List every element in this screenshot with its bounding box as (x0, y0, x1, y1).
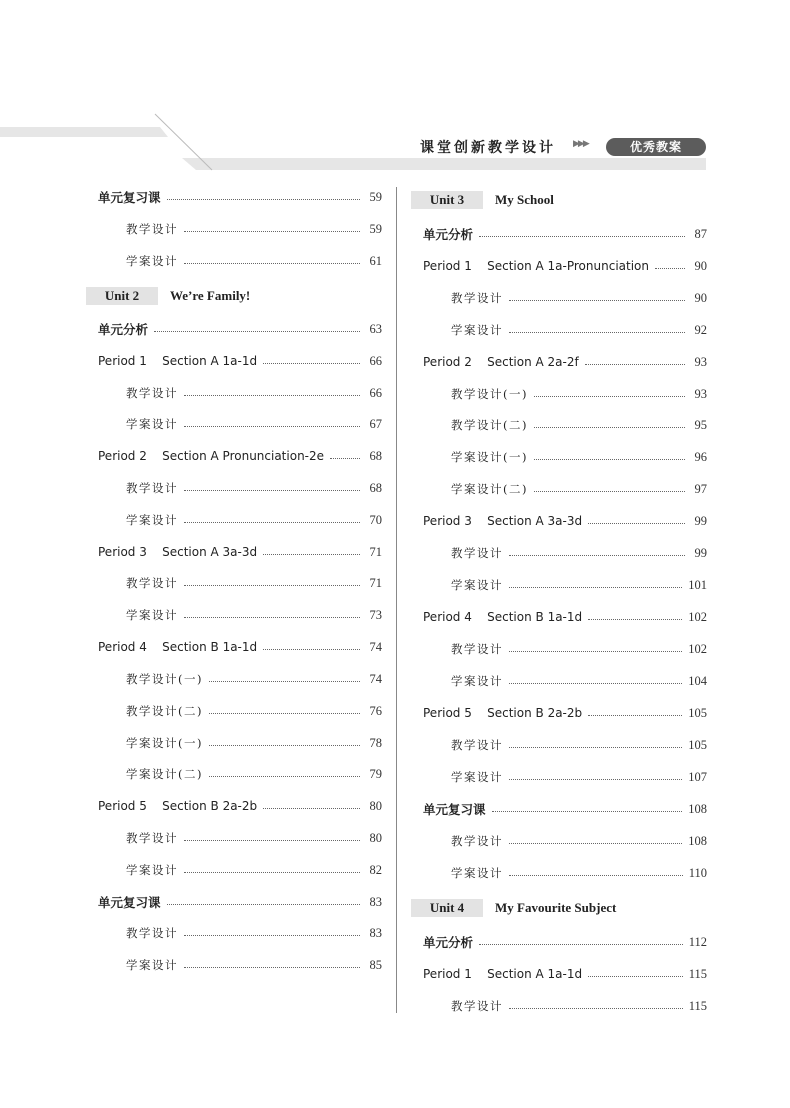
page-number: 80 (369, 830, 382, 845)
page-number: 79 (369, 766, 382, 781)
entry-title: 学案设计 (451, 770, 503, 784)
page-number: 102 (688, 609, 707, 624)
leader-dots (263, 808, 360, 809)
header-title: 课堂创新教学设计 (420, 140, 556, 156)
page-number: 70 (369, 512, 382, 527)
entry-title: Period 1 Section A 1a-1d (423, 967, 583, 981)
header-arrows-icon: ▶▶▶ (573, 139, 588, 149)
page-number: 95 (694, 417, 707, 432)
toc-entry-study-plan[interactable] (98, 251, 382, 271)
page-number: 107 (688, 769, 707, 784)
entry-title: Period 5 Section B 2a-2b (423, 706, 583, 720)
leader-dots (492, 811, 683, 812)
toc-entry-study-plan[interactable] (423, 479, 707, 499)
toc-entry-teaching-design[interactable] (423, 288, 707, 308)
page-number: 96 (694, 449, 707, 464)
toc-entry-study-plan[interactable] (98, 605, 382, 625)
toc-entry-study-plan[interactable] (423, 447, 707, 467)
header-badge: 优秀教案 (606, 138, 706, 156)
page-number: 105 (688, 737, 707, 752)
entry-title: 学案设计 (451, 866, 503, 880)
entry-title: 教学设计 (451, 834, 503, 848)
toc-entry-study-plan[interactable] (98, 860, 382, 880)
toc-entry-study-plan[interactable] (98, 414, 382, 434)
entry-title: Period 4 Section B 1a-1d (423, 610, 583, 624)
page-number: 112 (688, 934, 707, 949)
entry-title: 教学设计 (451, 291, 503, 305)
page-number: 110 (688, 865, 707, 880)
entry-title: 教学设计 (126, 222, 178, 236)
entry-title: 学案设计(一) (126, 736, 203, 750)
toc-entry-teaching-design[interactable] (423, 639, 707, 659)
leader-dots (509, 779, 682, 780)
page-number: 68 (369, 480, 382, 495)
leader-dots (655, 268, 685, 269)
toc-entry-study-plan[interactable] (423, 671, 707, 691)
page-number: 76 (369, 703, 382, 718)
page-number: 82 (369, 862, 382, 877)
toc-entry-teaching-design[interactable] (423, 384, 707, 404)
page-number: 92 (694, 322, 707, 337)
leader-dots (184, 872, 360, 873)
toc-entry-period[interactable] (98, 637, 382, 657)
entry-title: 教学设计 (126, 926, 178, 940)
entry-title: Period 1 Section A 1a-Pronunciation (423, 259, 649, 273)
page-number: 115 (688, 998, 707, 1013)
page-number: 87 (694, 226, 707, 241)
leader-dots (534, 491, 685, 492)
toc-entry-teaching-design[interactable] (98, 701, 382, 721)
unit-label: Unit 4 (411, 899, 483, 917)
unit-heading[interactable] (411, 898, 616, 918)
leader-dots (167, 199, 360, 200)
leader-dots (588, 523, 685, 524)
entry-title: 单元分析 (98, 322, 149, 337)
entry-title: Period 3 Section A 3a-3d (98, 545, 258, 559)
page-number: 115 (688, 966, 707, 981)
entry-title: 教学设计(一) (451, 387, 528, 401)
toc-entry-teaching-design[interactable] (98, 828, 382, 848)
entry-title: 教学设计 (126, 831, 178, 845)
toc-entry-review[interactable] (98, 187, 382, 207)
page-number: 90 (694, 258, 707, 273)
toc-entry-teaching-design[interactable] (98, 383, 382, 403)
leader-dots (209, 713, 360, 714)
toc-entry-teaching-design[interactable] (98, 219, 382, 239)
page-number: 93 (694, 386, 707, 401)
entry-title: 教学设计 (126, 481, 178, 495)
page-number: 71 (369, 575, 382, 590)
leader-dots (534, 459, 685, 460)
leader-dots (184, 395, 360, 396)
leader-dots (509, 332, 685, 333)
entry-title: 教学设计 (451, 999, 503, 1013)
page-number: 66 (369, 385, 382, 400)
toc-entry-period[interactable] (98, 542, 382, 562)
page-number: 104 (688, 673, 707, 688)
entry-title: 教学设计 (126, 386, 178, 400)
leader-dots (184, 490, 360, 491)
page-number: 105 (688, 705, 707, 720)
entry-title: 教学设计(二) (126, 704, 203, 718)
page-number: 59 (369, 221, 382, 236)
leader-dots (184, 617, 360, 618)
toc-entry-unit-analysis[interactable] (423, 224, 707, 244)
page-number: 74 (369, 671, 382, 686)
page-number: 63 (369, 321, 382, 336)
leader-dots (534, 427, 685, 428)
toc-entry-study-plan[interactable] (98, 764, 382, 784)
page-number: 85 (369, 957, 382, 972)
entry-title: Period 1 Section A 1a-1d (98, 354, 258, 368)
leader-dots (184, 522, 360, 523)
entry-title: 学案设计 (451, 674, 503, 688)
leader-dots (330, 458, 360, 459)
page-number: 78 (369, 735, 382, 750)
entry-title: Period 5 Section B 2a-2b (98, 799, 258, 813)
entry-title: 教学设计 (451, 546, 503, 560)
leader-dots (184, 935, 360, 936)
leader-dots (509, 1008, 683, 1009)
leader-dots (184, 967, 360, 968)
page-number: 83 (369, 925, 382, 940)
leader-dots (588, 976, 683, 977)
entry-title: 教学设计 (451, 738, 503, 752)
page-number: 108 (688, 801, 707, 816)
page-number: 61 (369, 253, 382, 268)
leader-dots (184, 263, 360, 264)
leader-dots (263, 649, 360, 650)
leader-dots (209, 681, 360, 682)
toc-entry-teaching-design[interactable] (423, 831, 707, 851)
page-number: 99 (694, 513, 707, 528)
toc-entry-teaching-design[interactable] (98, 669, 382, 689)
leader-dots (509, 651, 682, 652)
toc-entry-period[interactable] (423, 256, 707, 276)
page-number: 59 (369, 189, 382, 204)
page-number: 67 (369, 416, 382, 431)
unit-label: Unit 3 (411, 191, 483, 209)
entry-title: 学案设计(二) (451, 482, 528, 496)
toc-entry-study-plan[interactable] (98, 733, 382, 753)
leader-dots (588, 619, 682, 620)
entry-title: 学案设计 (126, 513, 178, 527)
page-number: 97 (694, 481, 707, 496)
leader-dots (209, 776, 360, 777)
page-number: 74 (369, 639, 382, 654)
toc-entry-teaching-design[interactable] (423, 415, 707, 435)
page-number: 80 (369, 798, 382, 813)
toc-entry-unit-analysis[interactable] (98, 319, 382, 339)
toc-entry-unit-analysis[interactable] (423, 932, 707, 952)
page-header (0, 0, 790, 175)
unit-heading[interactable] (411, 190, 554, 210)
toc-entry-study-plan[interactable] (423, 320, 707, 340)
entry-title: 单元复习课 (98, 190, 161, 205)
entry-title: 学案设计 (126, 863, 178, 877)
toc-entry-teaching-design[interactable] (423, 735, 707, 755)
page-number: 66 (369, 353, 382, 368)
toc-entry-period[interactable] (98, 446, 382, 466)
toc-entry-teaching-design[interactable] (423, 543, 707, 563)
column-divider (396, 187, 397, 1013)
unit-label: Unit 2 (86, 287, 158, 305)
entry-title: 教学设计 (126, 576, 178, 590)
toc-entry-period[interactable] (423, 352, 707, 372)
page-number: 83 (369, 894, 382, 909)
toc-entry-teaching-design[interactable] (98, 478, 382, 498)
toc-entry-period[interactable] (423, 607, 707, 627)
entry-title: 学案设计 (126, 254, 178, 268)
leader-dots (479, 944, 683, 945)
entry-title: 学案设计 (126, 608, 178, 622)
leader-dots (509, 843, 682, 844)
toc-entry-study-plan[interactable] (423, 863, 707, 883)
leader-dots (184, 840, 360, 841)
page-number: 99 (694, 545, 707, 560)
page-number: 68 (369, 448, 382, 463)
toc-entry-teaching-design[interactable] (98, 573, 382, 593)
leader-dots (263, 554, 360, 555)
toc-entry-study-plan[interactable] (423, 575, 707, 595)
leader-dots (585, 364, 685, 365)
toc-entry-study-plan[interactable] (98, 955, 382, 975)
leader-dots (154, 331, 360, 332)
page-number: 73 (369, 607, 382, 622)
entry-title: 单元复习课 (423, 802, 486, 817)
unit-name: My School (495, 192, 554, 207)
entry-title: 学案设计 (451, 323, 503, 337)
leader-dots (509, 875, 683, 876)
toc-entry-study-plan[interactable] (423, 767, 707, 787)
leader-dots (509, 747, 682, 748)
page-number: 108 (688, 833, 707, 848)
entry-title: 学案设计 (126, 417, 178, 431)
entry-title: 教学设计(二) (451, 418, 528, 432)
page-number: 90 (694, 290, 707, 305)
toc-entry-review[interactable] (423, 799, 707, 819)
leader-dots (588, 715, 682, 716)
unit-name: We’re Family! (170, 288, 251, 303)
toc-entry-period[interactable] (423, 511, 707, 531)
toc-entry-period[interactable] (98, 796, 382, 816)
entry-title: 单元分析 (423, 935, 474, 950)
unit-heading[interactable] (86, 286, 250, 306)
leader-dots (509, 683, 682, 684)
leader-dots (479, 236, 685, 237)
page-number: 93 (694, 354, 707, 369)
entry-title: 单元分析 (423, 227, 474, 242)
toc-entry-period[interactable] (423, 703, 707, 723)
leader-dots (263, 363, 360, 364)
entry-title: 学案设计 (126, 958, 178, 972)
page-number: 101 (688, 577, 707, 592)
leader-dots (534, 396, 685, 397)
unit-name: My Favourite Subject (495, 900, 617, 915)
entry-title: Period 2 Section A 2a-2f (423, 355, 579, 369)
entry-title: 学案设计 (451, 578, 503, 592)
entry-title: 教学设计 (451, 642, 503, 656)
toc-entry-review[interactable] (98, 892, 382, 912)
leader-dots (209, 745, 360, 746)
toc-entry-study-plan[interactable] (98, 510, 382, 530)
entry-title: 学案设计(一) (451, 450, 528, 464)
entry-title: Period 3 Section A 3a-3d (423, 514, 583, 528)
toc-entry-period[interactable] (98, 351, 382, 371)
toc-entry-period[interactable] (423, 964, 707, 984)
leader-dots (509, 555, 685, 556)
entry-title: 学案设计(二) (126, 767, 203, 781)
leader-dots (167, 904, 360, 905)
page-number: 102 (688, 641, 707, 656)
leader-dots (184, 426, 360, 427)
leader-dots (184, 585, 360, 586)
entry-title: 单元复习课 (98, 895, 161, 910)
leader-dots (509, 587, 682, 588)
leader-dots (184, 231, 360, 232)
leader-dots (509, 300, 685, 301)
entry-title: Period 2 Section A Pronunciation-2e (98, 449, 325, 463)
entry-title: 教学设计(一) (126, 672, 203, 686)
toc-entry-teaching-design[interactable] (423, 996, 707, 1016)
entry-title: Period 4 Section B 1a-1d (98, 640, 258, 654)
toc-entry-teaching-design[interactable] (98, 923, 382, 943)
page-number: 71 (369, 544, 382, 559)
